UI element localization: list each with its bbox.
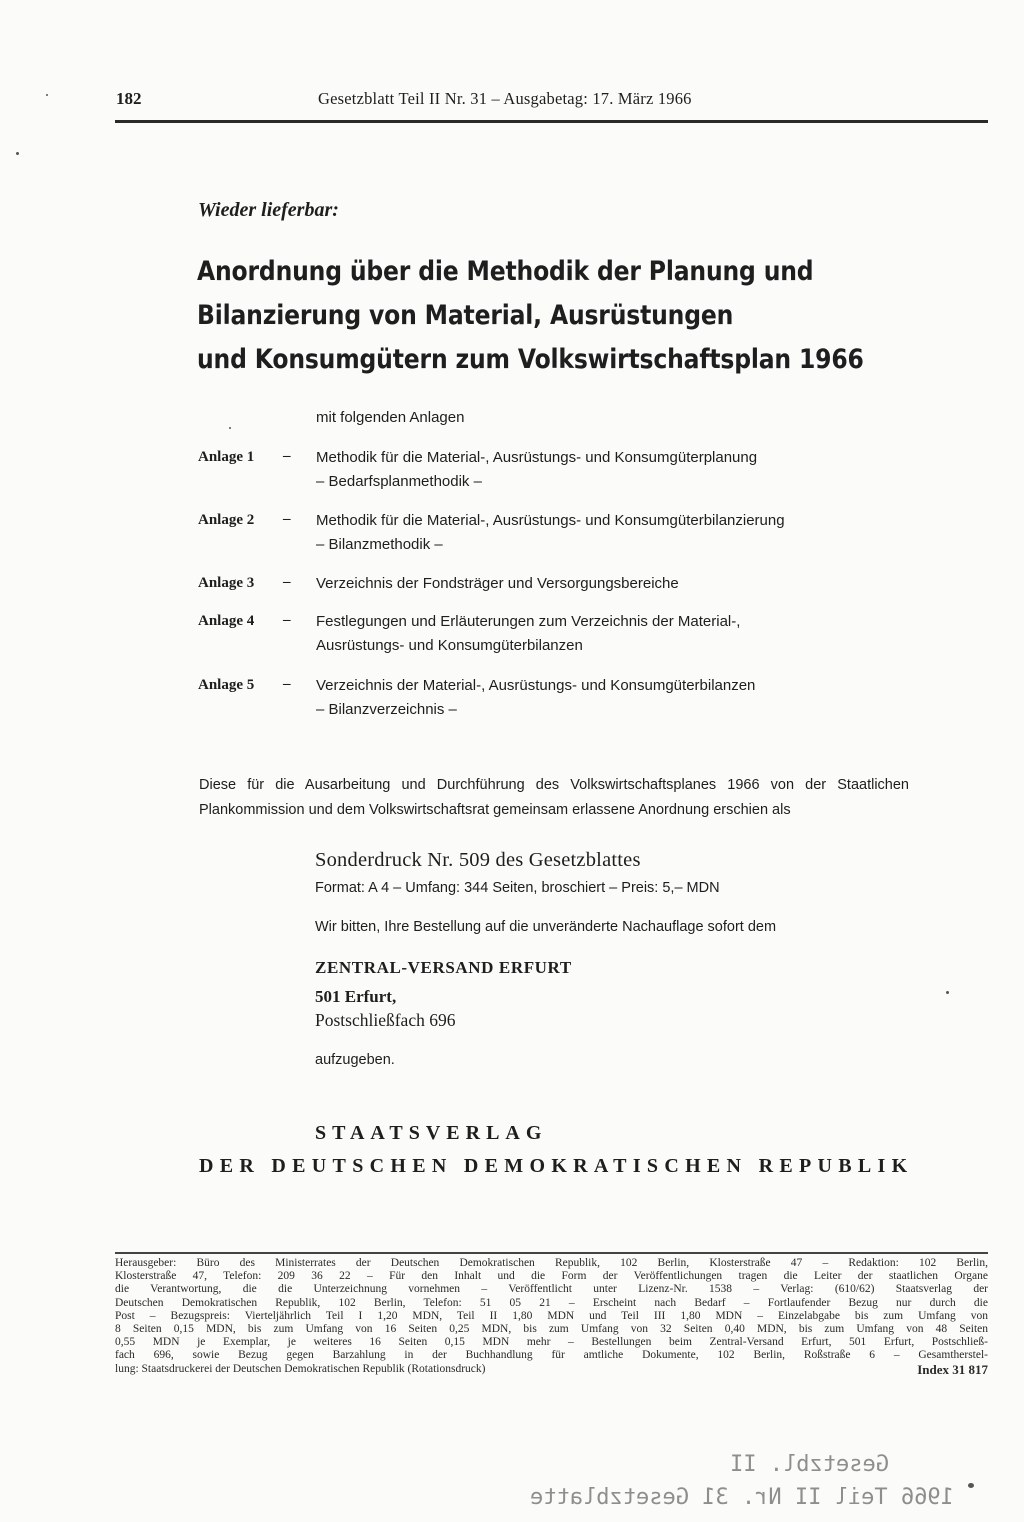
scan-speck xyxy=(16,152,19,155)
header-rule xyxy=(115,120,988,123)
page-number: 182 xyxy=(116,89,142,108)
imprint-line: 8 Seiten 0,15 MDN, bis zum Umfang von 16 Seiten 0,25 MDN, bis zum Umfang von 32 Seiten 0,40 MDN, bis zum Umfang von 48 Seiten xyxy=(115,1323,988,1336)
title-line: Bilanzierung von Material, Ausrüstungen xyxy=(197,300,734,331)
shipping-city: 501 Erfurt, xyxy=(315,987,397,1006)
annex-label: Anlage 2 xyxy=(198,512,255,528)
annex-dash: – xyxy=(283,574,291,590)
publisher-name: STAATSVERLAG xyxy=(315,1122,548,1144)
annex-label: Anlage 4 xyxy=(198,613,255,629)
special-print-title: Sonderdruck Nr. 509 des Gesetzblattes xyxy=(315,849,641,871)
imprint-line: 0,55 MDN je Exemplar, je weiteres 16 Seiten 0,15 MDN mehr – Bestellungen beim Zentral-Versand Erfurt, 501 Erfurt, Postschließ- xyxy=(115,1336,988,1349)
scan-speck xyxy=(46,94,48,96)
shipping-po-box: Postschließfach 696 xyxy=(315,1010,456,1030)
scan-speck xyxy=(946,991,949,994)
annex-description: Methodik für die Material-, Ausrüstungs- und Konsumgüterplanung – Bedarfsplanmethodik – xyxy=(316,449,758,490)
bleed-through-text: 1966 Teil II Nr. 31 Gesetzblatte xyxy=(530,1485,954,1510)
imprint-line: die Verantwortung, die die Unterzeichnung vornehmen – Veröffentlicht unter Lizenz-Nr. 1538 – Verlag: (610/62) Staatsverlag der xyxy=(115,1283,988,1296)
index-number: Index 31 817 xyxy=(917,1362,988,1377)
shipping-name: ZENTRAL-VERSAND ERFURT xyxy=(315,958,572,977)
imprint-line: Herausgeber: Büro des Ministerrates der Deutschen Demokratischen Republik, 102 Berlin, Klosterstraße 47 – Redaktion: 102 Berlin, xyxy=(115,1257,988,1269)
imprint-line: fach 696, sowie Bezug gegen Barzahlung in der Buchhandlung für amtliche Dokumente, 102 Berlin, Roßstraße 6 – Gesamtherstel- xyxy=(115,1349,988,1362)
annex-dash: – xyxy=(283,511,291,527)
annex-description: Methodik für die Material-, Ausrüstungs- und Konsumgüterbilanzierung – Bilanzmethodik – xyxy=(316,512,785,553)
annex-description: Verzeichnis der Material-, Ausrüstungs- und Konsumgüterbilanzen – Bilanzverzeichnis – xyxy=(316,677,756,718)
annex-dash: – xyxy=(283,612,291,628)
order-request: Wir bitten, Ihre Bestellung auf die unveränderte Nachauflage sofort dem xyxy=(315,919,777,935)
annex-dash: – xyxy=(283,448,291,464)
document-title xyxy=(197,250,864,382)
title-line: und Konsumgütern zum Volkswirtschaftsplan 1966 xyxy=(197,344,864,375)
annex-description: Verzeichnis der Fondsträger und Versorgungsbereiche xyxy=(316,575,679,592)
annex-dash: – xyxy=(283,676,291,692)
running-header: Gesetzblatt Teil II Nr. 31 – Ausgabetag: 17. März 1966 xyxy=(318,89,692,108)
description-paragraph: Diese für die Ausarbeitung und Durchführung des Volkswirtschaftsplanes 1966 von der Staatlichen Plankommission und dem Volkswirtschaftsrat gemeinsam erlassene Anordnung erschien als xyxy=(199,777,909,818)
footer-rule xyxy=(115,1252,988,1254)
annex-label: Anlage 1 xyxy=(198,449,255,465)
annex-label: Anlage 5 xyxy=(198,677,255,693)
imprint-line: lung: Staatsdruckerei der Deutschen Demokratischen Republik (Rotationsdruck) xyxy=(115,1363,486,1375)
imprint-line: Deutschen Demokratischen Republik, 102 Berlin, Telefon: 51 05 21 – Erscheint nach Bedarf – Fortlaufender Bezug nur durch die xyxy=(115,1296,988,1309)
title-line: Anordnung über die Methodik der Planung und xyxy=(197,256,814,287)
imprint-final-line xyxy=(115,1363,988,1376)
annex-label: Anlage 3 xyxy=(198,575,255,591)
bleed-through-text: Gesetzbl. II xyxy=(730,1452,889,1477)
annex-description: Festlegungen und Erläuterungen zum Verzeichnis der Material-, Ausrüstungs- und Konsumgüterbilanzen xyxy=(316,613,741,654)
submit-note: aufzugeben. xyxy=(315,1052,395,1068)
scan-speck xyxy=(968,1483,974,1488)
availability-notice: Wieder lieferbar: xyxy=(198,199,339,221)
imprint xyxy=(115,1257,988,1363)
scan-speck xyxy=(229,427,231,429)
annex-intro: mit folgenden Anlagen xyxy=(316,409,465,426)
imprint-line: Post – Bezugspreis: Vierteljährlich Teil I 1,20 MDN, Teil II 1,80 MDN und Teil III 1,80 MDN – Einzelabgabe bis zum Umfang von xyxy=(115,1309,988,1322)
publisher-country: DER DEUTSCHEN DEMOKRATISCHEN REPUBLIK xyxy=(199,1155,914,1177)
format-price-line: Format: A 4 – Umfang: 344 Seiten, broschiert – Preis: 5,– MDN xyxy=(315,880,720,896)
imprint-line: Klosterstraße 47, Telefon: 209 36 22 – Für den Inhalt und die Form der Veröffentlichungen tragen die Leiter der staatlichen Organe xyxy=(115,1270,988,1283)
